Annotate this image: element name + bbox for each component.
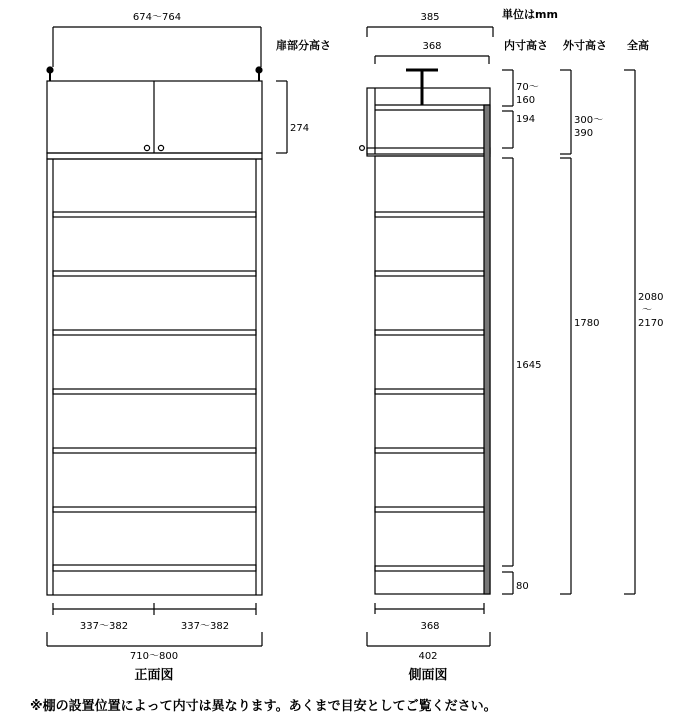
inner-top-gap-label-1: 70～: [516, 82, 539, 93]
inner-main-bracket: [502, 158, 513, 566]
door-knob-side: [360, 146, 365, 151]
side-cabinet-divider: [367, 148, 490, 156]
side-shelf: [375, 330, 484, 335]
side-view: [360, 27, 493, 646]
side-shelf: [375, 507, 484, 512]
back-panel: [484, 105, 490, 594]
side-shelf-bottom: [375, 566, 484, 571]
total-height-label-2: ～: [642, 305, 652, 316]
inner-top-gap-bracket: [502, 70, 513, 106]
front-view: [47, 27, 287, 646]
shelf: [53, 507, 256, 512]
shelf: [53, 271, 256, 276]
header-total-height: 全高: [627, 39, 649, 52]
side-shelf: [375, 448, 484, 453]
shelf: [53, 389, 256, 394]
side-inner-depth-top-dimension: [375, 56, 489, 64]
door-knob-right: [158, 145, 163, 150]
cabinet-divider: [47, 153, 262, 159]
height-dimensions: [502, 70, 635, 594]
side-shelf: [375, 212, 484, 217]
front-bay-dimension: [53, 603, 256, 615]
outer-upper-bracket: [560, 70, 571, 154]
total-height-label-3: 2170: [638, 318, 664, 329]
side-top-depth-dimension: [367, 27, 493, 37]
side-total-depth-dimension: [367, 632, 490, 646]
side-shelf: [375, 271, 484, 276]
total-height-label-1: 2080: [638, 292, 664, 303]
outer-lower-label: 1780: [574, 318, 600, 329]
inner-main-label: 1645: [516, 360, 542, 371]
side-inner-depth-top-label: 368: [422, 41, 442, 52]
side-top-depth-label: 385: [420, 12, 440, 23]
side-total-depth-label: 402: [418, 651, 438, 662]
tension-post-right: [256, 67, 262, 81]
shelf: [53, 212, 256, 217]
inner-base-label: 80: [516, 581, 529, 592]
outer-lower-bracket: [560, 158, 571, 594]
front-door-height-label: 274: [290, 123, 310, 134]
inner-door-label: 194: [516, 114, 536, 125]
door-knob-left: [144, 145, 149, 150]
side-inner-depth-bottom-dimension: [375, 603, 484, 614]
outer-upper-label-2: 390: [574, 128, 594, 139]
front-top-width-dimension: [53, 27, 261, 67]
side-caption: 側面図: [408, 668, 448, 683]
side-shelf: [375, 389, 484, 394]
tension-post-left: [47, 67, 53, 81]
header-outer-height: 外寸高さ: [563, 39, 607, 52]
front-bay-left-label: 337～382: [79, 621, 129, 632]
shelf: [53, 330, 256, 335]
side-shelves: [375, 212, 484, 571]
lower-body-side: [375, 156, 490, 594]
inner-top-gap-label-2: 160: [516, 95, 536, 106]
front-bay-right-label: 337～382: [180, 621, 230, 632]
front-total-width-dimension: [47, 632, 262, 646]
front-shelves: [53, 212, 256, 571]
door-height-dimension: [276, 81, 287, 153]
front-total-width-label: 710～800: [129, 651, 179, 662]
unit-note: 単位はmm: [502, 8, 558, 21]
lower-body: [47, 159, 262, 595]
footnote: ※棚の設置位置によって内寸は異なります。あくまで目安としてご覧ください。: [30, 699, 497, 714]
shelf: [53, 448, 256, 453]
front-caption: 正面図: [134, 668, 174, 683]
front-top-width-label: 674～764: [132, 12, 182, 23]
side-inner-depth-bottom-label: 368: [420, 621, 440, 632]
total-height-bracket: [624, 70, 635, 594]
header-inner-height: 内寸高さ: [504, 39, 548, 52]
upper-cabinet-side: [367, 88, 490, 154]
inner-door-bracket: [502, 111, 513, 148]
shelf-bottom: [53, 565, 256, 571]
inner-base-bracket: [502, 572, 513, 594]
header-door-height: 扉部分高さ: [276, 39, 331, 52]
outer-upper-label-1: 300～: [574, 115, 604, 126]
